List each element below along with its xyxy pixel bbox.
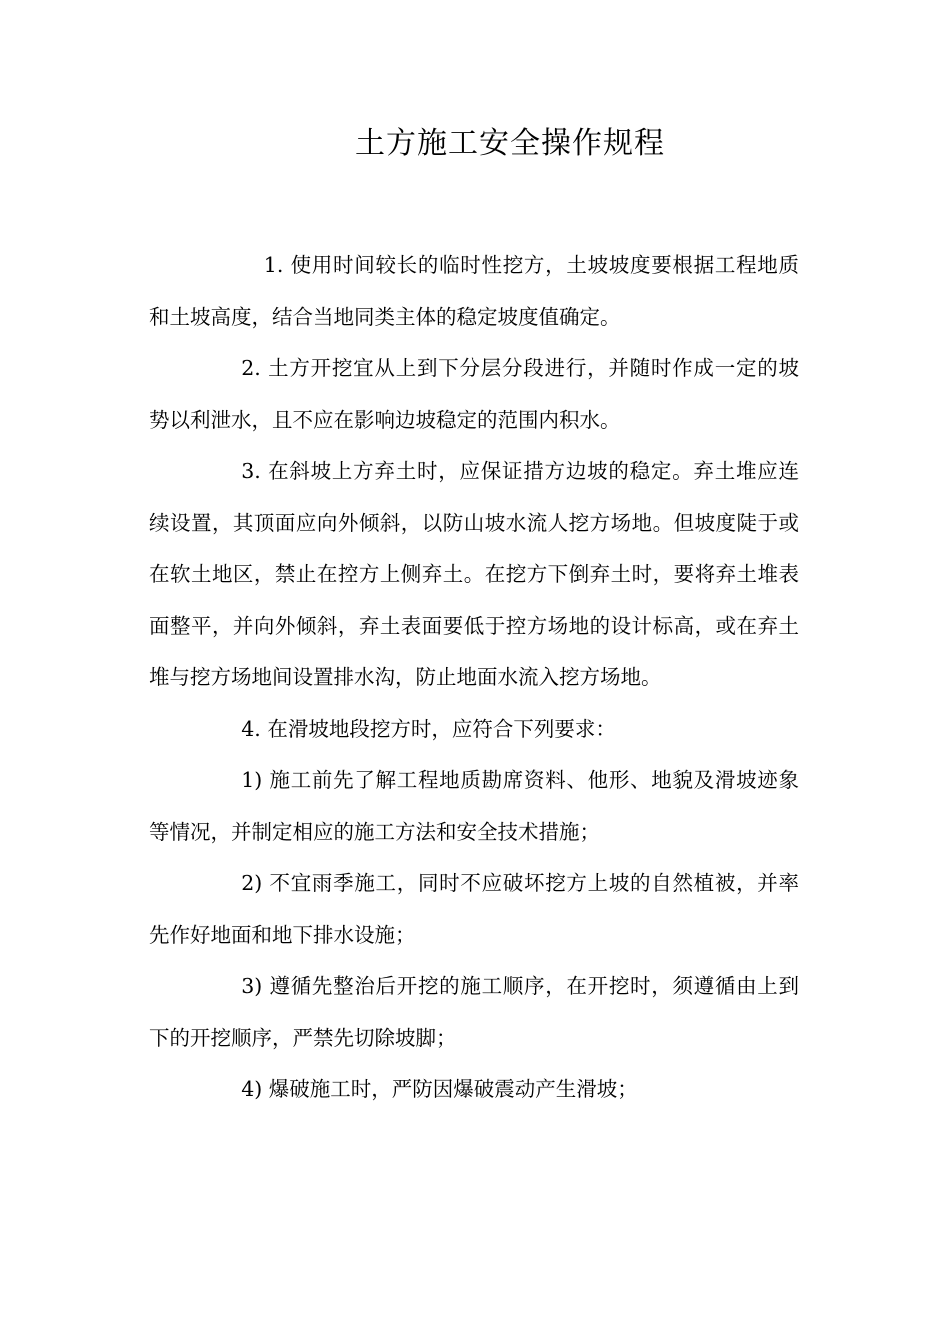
list-item-4: 4) 爆破施工时，严防因爆破震动产生滑坡； [241, 1077, 638, 1101]
list-item-3: 3) 遵循先整治后开挖的施工顺序，在开挖时，须遵循由上到下的开挖顺序，严禁先切除坡脚； [149, 974, 799, 1050]
list-item-1: 1) 施工前先了解工程地质勘席资料、他形、地貌及滑坡迹象等情况，并制定相应的施工方法和安全技术措施； [149, 768, 799, 844]
paragraph-3: 3. 在斜坡上方弃土时，应保证措方边坡的稳定。弃土堆应连续设置，其顶面应向外倾斜，以防山坡水流人挖方场地。但坡度陡于或在软土地区，禁止在控方上侧弃土。在挖方下倒弃土时，要将弃土堆表面整平，并向外倾斜，弃土表面要低于控方场地的设计标高，或在弃土堆与挖方场地间设置排水沟，防止地面水流入挖方场地。 [149, 459, 799, 689]
paragraph-2: 2. 土方开挖宜从上到下分层分段进行，并随时作成一定的坡势以利泄水，且不应在影响边坡稳定的范围内积水。 [149, 356, 799, 432]
page-title: 土方施工安全操作规程 [355, 126, 665, 161]
document-body [149, 240, 799, 1116]
list-item-2: 2) 不宜雨季施工，同时不应破坏挖方上坡的自然植被，并率先作好地面和地下排水设施； [149, 871, 799, 947]
paragraph-4: 4. 在滑坡地段挖方时，应符合下列要求： [241, 716, 616, 741]
paragraph-1: 1. 使用时间较长的临时性挖方，土坡坡度要根据工程地质和土坡高度，结合当地同类主体的稳定坡度值确定。 [149, 253, 799, 329]
